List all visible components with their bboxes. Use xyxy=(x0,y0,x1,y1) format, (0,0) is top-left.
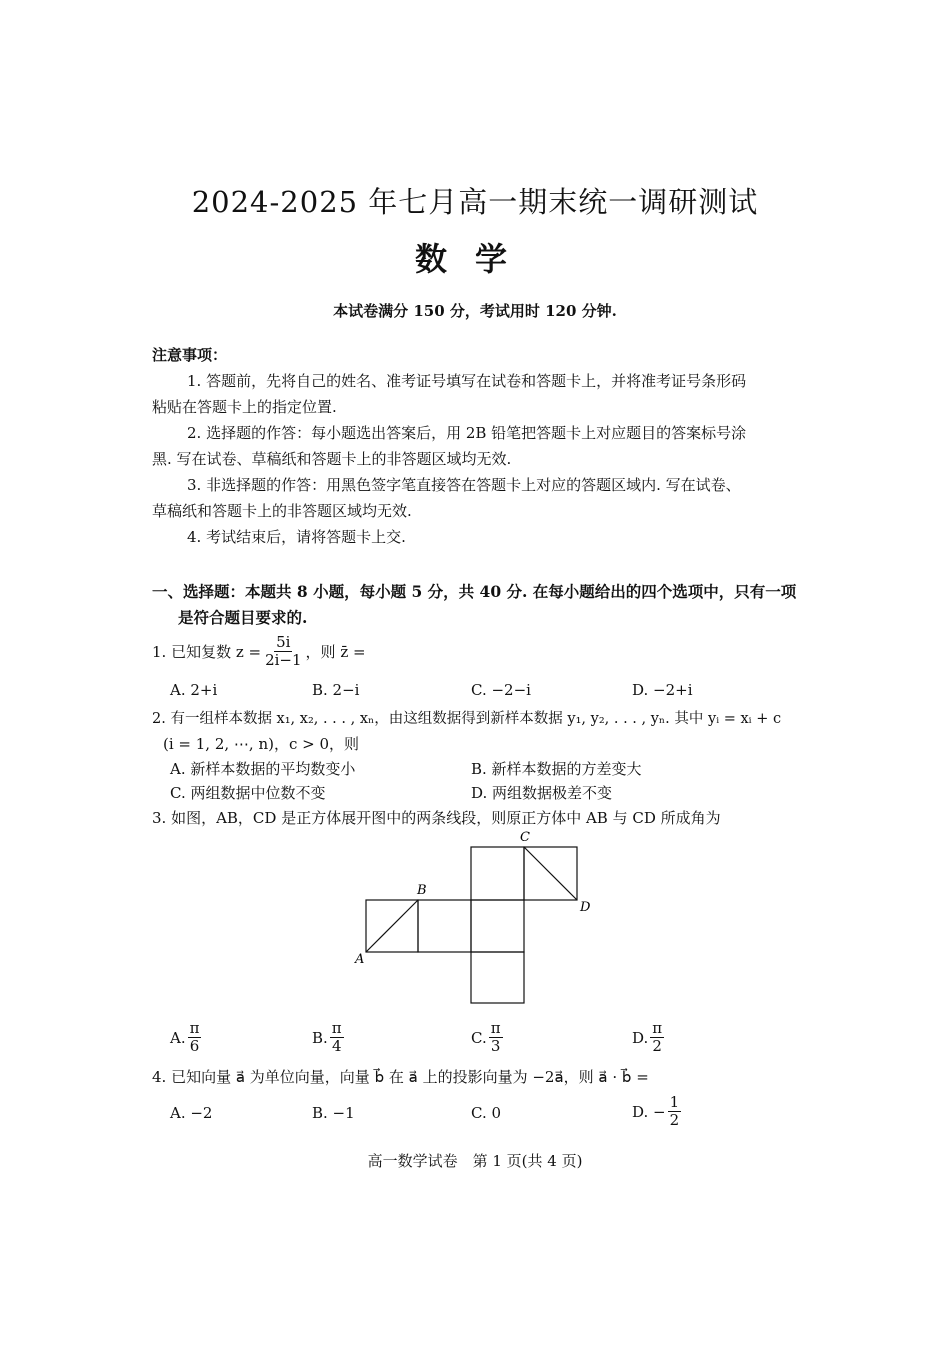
notice-heading: 注意事项： xyxy=(152,346,228,364)
question-3: 3. 如图，AB，CD 是正方体展开图中的两条线段，则原正方体中 AB 与 CD 所成角为 xyxy=(152,809,721,827)
subject-title: 数学 xyxy=(414,240,535,278)
q2-option-a: A. 新样本数据的平均数变小 xyxy=(170,760,356,778)
question-2: 2. 有一组样本数据 x₁, x₂, . . . , xₙ，由这组数据得到新样本数据 y₁, y₂, . . . , yₙ. 其中 yᵢ = xᵢ + c xyxy=(152,711,782,727)
q4-option-b: B. −1 xyxy=(312,1104,355,1122)
segment-cd xyxy=(524,847,577,900)
q1-option-b: B. 2−i xyxy=(312,681,360,699)
q1-prefix: 1. 已知复数 z = xyxy=(152,643,262,662)
notice-line: 草稿纸和答题卡上的非答题区域均无效. xyxy=(152,502,412,520)
notice-line: 黑. 写在试卷、草稿纸和答题卡上的非答题区域均无效. xyxy=(152,450,512,468)
notice-line: 粘贴在答题卡上的指定位置. xyxy=(152,398,337,416)
label-a: A xyxy=(355,952,365,967)
net-square xyxy=(418,900,471,952)
net-square xyxy=(471,847,524,900)
q3-option-a: A. $\frac{\pi}{6}$ xyxy=(170,1019,200,1056)
question-2-cont: (i = 1, 2, ⋯, n)，c > 0，则 xyxy=(163,735,360,753)
q1-fraction xyxy=(263,634,303,670)
section-heading: 一、选择题：本题共 8 小题，每小题 5 分，共 40 分. 在每小题给出的四个选项中，只有一项 xyxy=(152,582,797,601)
question-1 xyxy=(152,634,366,670)
notice-line: 1. 答题前，先将自己的姓名、准考证号填写在试卷和答题卡上，并将准考证号条形码 xyxy=(187,372,747,390)
label-d: D xyxy=(580,900,591,915)
label-c: C xyxy=(520,830,530,845)
q2-option-c: C. 两组数据中位数不变 xyxy=(170,784,326,802)
section-heading-cont: 是符合题目要求的. xyxy=(178,608,308,627)
q2-option-b: B. 新样本数据的方差变大 xyxy=(471,760,642,778)
page-footer: 高一数学试卷 第 1 页(共 4 页) xyxy=(367,1152,583,1170)
q1-denominator: 2i−1 xyxy=(265,651,302,670)
q2-option-d: D. 两组数据极差不变 xyxy=(471,784,613,802)
q4-option-c: C. 0 xyxy=(471,1104,502,1122)
q1-numerator: 5i xyxy=(276,633,291,651)
q1-suffix: ，则 z̄ = xyxy=(305,643,366,662)
notice-line: 2. 选择题的作答：每小题选出答案后，用 2B 铅笔把答题卡上对应题目的答案标号涂 xyxy=(187,424,747,442)
net-square xyxy=(471,952,524,1003)
q4-option-d: D. − $\frac{1}{2}$ xyxy=(632,1093,680,1130)
q3-option-c: C. $\frac{\pi}{3}$ xyxy=(471,1019,501,1056)
q1-option-c: C. −2−i xyxy=(471,681,531,699)
label-b: B xyxy=(417,883,427,898)
exam-title: 2024-2025 年七月高一期末统一调研测试 xyxy=(191,185,759,219)
q1-option-a: A. 2+i xyxy=(170,681,218,699)
exam-info: 本试卷满分 150 分，考试用时 120 分钟. xyxy=(333,302,617,320)
q3-option-d: D. $\frac{\pi}{2}$ xyxy=(632,1019,663,1056)
q4-option-a: A. −2 xyxy=(170,1104,213,1122)
notice-line: 3. 非选择题的作答：用黑色签字笔直接答在答题卡上对应的答题区域内. 写在试卷、 xyxy=(187,476,741,494)
cube-net-figure xyxy=(350,825,600,1010)
net-square xyxy=(471,900,524,952)
question-4: 4. 已知向量 a⃗ 为单位向量，向量 b⃗ 在 a⃗ 上的投影向量为 −2a⃗，则 a⃗ · b⃗ = xyxy=(152,1068,649,1086)
segment-ab xyxy=(366,900,418,952)
q3-option-b: B. $\frac{\pi}{4}$ xyxy=(312,1019,342,1056)
notice-line: 4. 考试结束后，请将答题卡上交. xyxy=(187,528,406,546)
q1-option-d: D. −2+i xyxy=(632,681,693,699)
